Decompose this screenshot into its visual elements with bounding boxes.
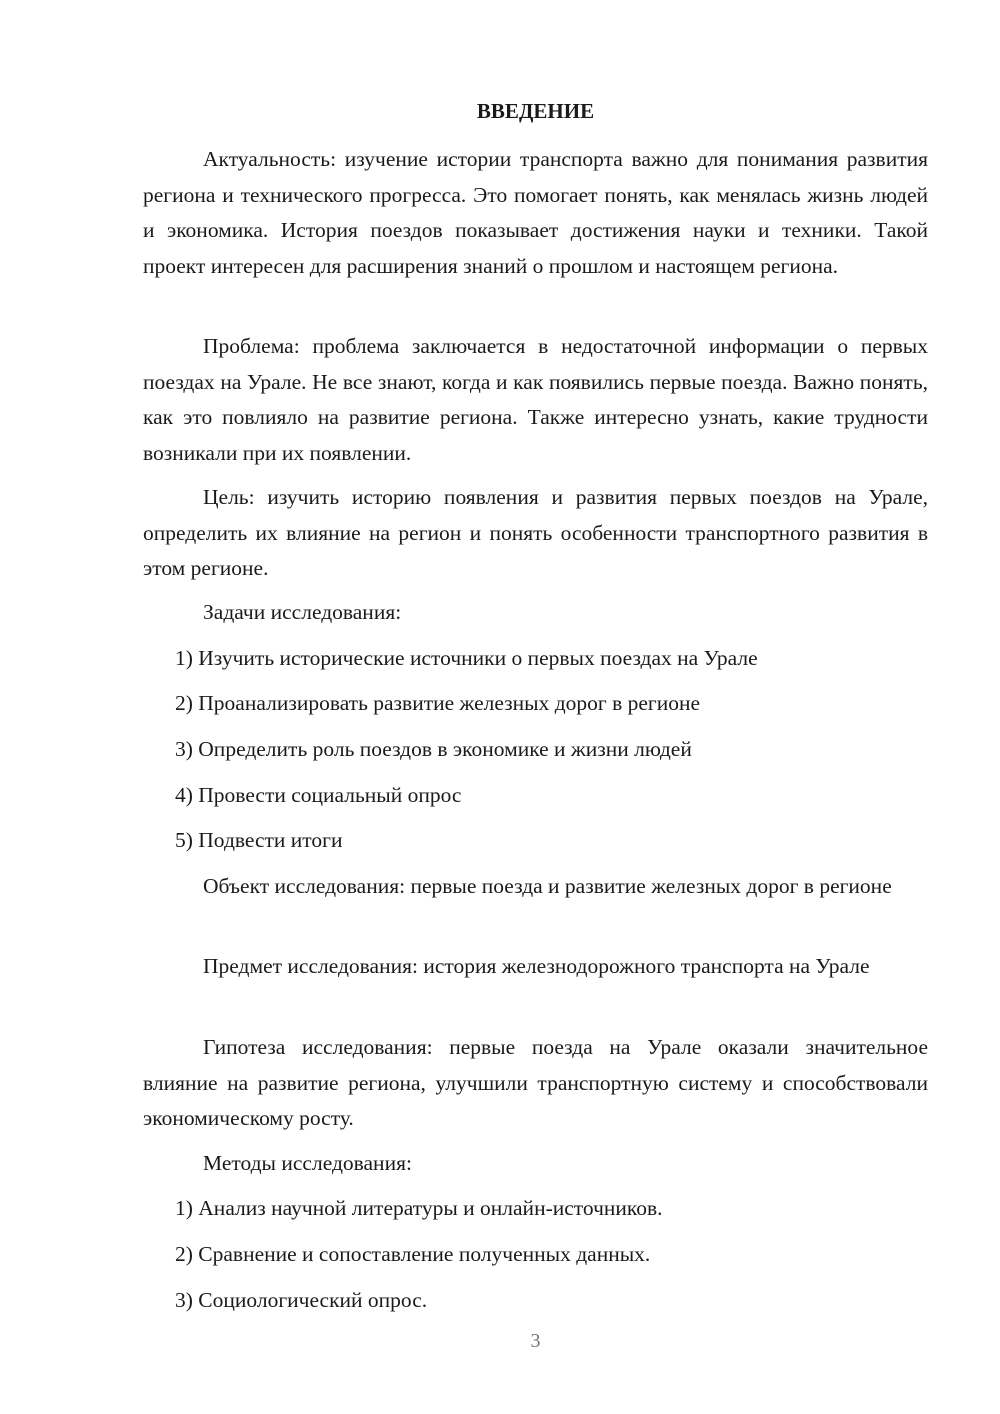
method-item-2: 2) Сравнение и сопоставление полученных данных. — [175, 1242, 651, 1266]
task-item-5: 5) Подвести итоги — [175, 828, 343, 852]
task-item-4: 4) Провести социальный опрос — [175, 783, 462, 807]
paragraph-problem: Проблема: проблема заключается в недостаточной информации о первых поездах на Урале. Не все знают, когда и как появились первые поезда. Важно понять, как это повлияло на развитие региона. Также интересно узнать, какие трудности возникали при их появлении. — [143, 334, 928, 465]
paragraph-hypothesis: Гипотеза исследования: первые поезда на Урале оказали значительное влияние на развитие региона, улучшили транспортную систему и способствовали экономическому росту. — [143, 1035, 928, 1130]
methods-heading: Методы исследования: — [203, 1151, 412, 1175]
document-page — [143, 0, 928, 1414]
paragraph-goal: Цель: изучить историю появления и развития первых поездов на Урале, определить их влияние на регион и понять особенности транспортного развития в этом регионе. — [143, 485, 928, 580]
task-item-2: 2) Проанализировать развитие железных дорог в регионе — [175, 691, 701, 715]
page-number: 3 — [530, 1330, 541, 1352]
paragraph-subject: Предмет исследования: история железнодорожного транспорта на Урале — [203, 954, 870, 978]
task-item-1: 1) Изучить исторические источники о первых поездах на Урале — [175, 646, 758, 670]
paragraph-object: Объект исследования: первые поезда и развитие железных дорог в регионе — [203, 874, 892, 898]
task-item-3: 3) Определить роль поездов в экономике и жизни людей — [175, 737, 692, 761]
paragraph-relevance: Актуальность: изучение истории транспорта важно для понимания развития региона и технического прогресса. Это помогает понять, как менялась жизнь людей и экономика. История поездов показывает достижения науки и техники. Такой проект интересен для расширения знаний о прошлом и настоящем региона. — [143, 147, 928, 278]
tasks-heading: Задачи исследования: — [203, 600, 402, 624]
method-item-3: 3) Социологический опрос. — [175, 1288, 428, 1312]
section-title: ВВЕДЕНИЕ — [476, 99, 595, 123]
method-item-1: 1) Анализ научной литературы и онлайн-источников. — [175, 1196, 663, 1220]
